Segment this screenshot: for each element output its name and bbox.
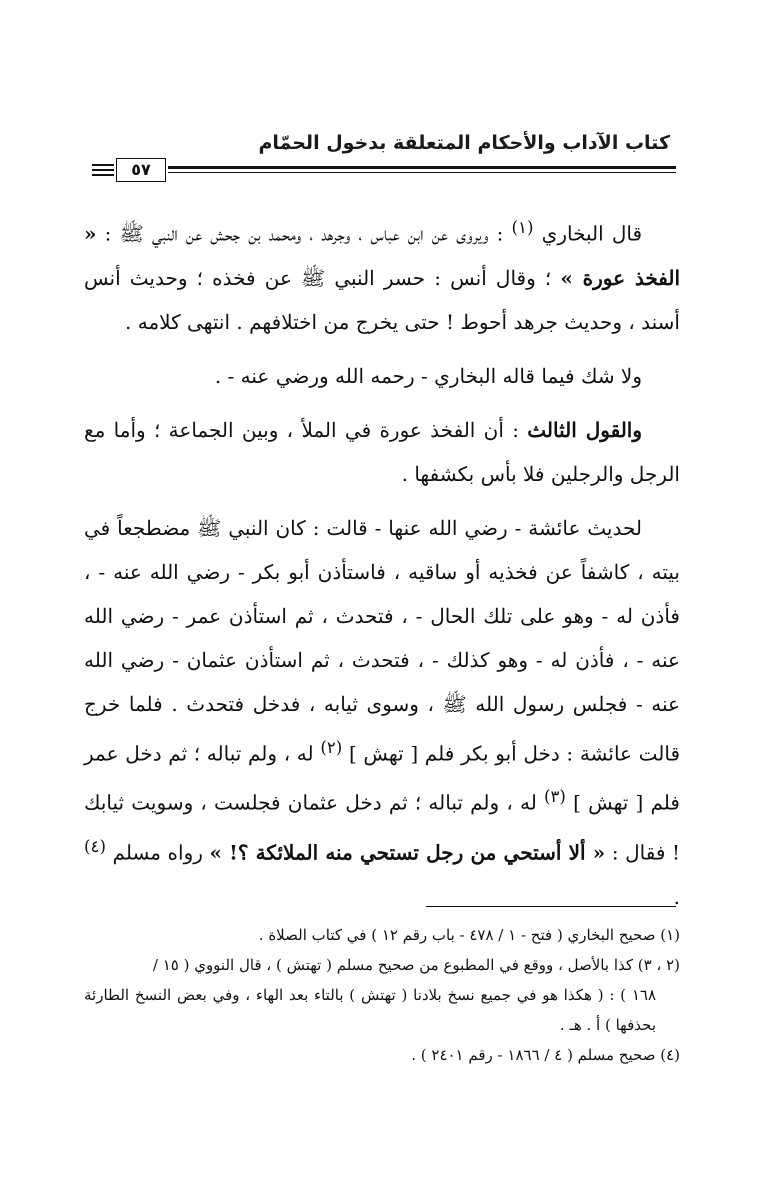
footnote-4: (٤) صحيح مسلم ( ٤ / ١٨٦٦ - رقم ٢٤٠١ ) . [411,1046,680,1064]
footnote-2-3-continued: ١٦٨ ) : ( هكذا هو في جميع نسخ بلادنا ( تهتش ) بالتاء بعد الهاء ، وفي بعض النسخ الطارئة بحذفها ) أ . هـ . [84,986,657,1034]
page-number: ٥٧ [116,158,166,182]
footnote-ref-3: (٣) [543,787,566,807]
footnote-2-3: (٢ ، ٣) كذا بالأصل ، ووقع في المطبوع من صحيح مسلم ( تهتش ) ، قال النووي ( ١٥ / [152,956,680,974]
footnote-1: (١) صحيح البخاري ( فتح - ١ / ٤٧٨ - باب رقم ١٢ ) في كتاب الصلاة . [258,926,680,944]
text-run: ؛ وقال أنس : حسر النبي ﷺ عن فخذه ؛ وحديث أنس أسند ، وحديث جرهد أحوط ! حتى يخرج من اختلافهم . انتهى كلامه . [84,265,680,334]
rule-thin [168,172,676,173]
paragraph-aisha-hadith [84,506,680,919]
text-run: . [673,884,680,909]
opinion-label: والقول الثالث [527,417,643,442]
paragraph-third-opinion [84,408,680,496]
footnote-ref-4: (٤) [84,836,106,856]
decorative-lines [92,164,114,179]
text-run: لحديث عائشة - رضي الله عنها - قالت : كان النبي ﷺ مضطجعاً في بيته ، كاشفاً عن فخذيه أو ساقيه ، فاستأذن أبو بكر - رضي الله عنه - ، فأذن له - وهو على تلك الحال - ، فتحدث ، ثم استأذن عمر - رضي الله عنه - ، فأذن له - وهو كذلك - ، فتحدث ، ثم استأذن عثمان - رضي الله عنه - فجلس رسول الله ﷺ ، وسوى ثيابه ، فدخل فتحدث . فلما خرج قالت عائشة : دخل أبو بكر فلم [ تهش ] [84,515,681,766]
footnote-ref-2: (٢) [320,737,343,757]
hadith-quote: « الفخذ عورة » [84,221,681,290]
text-run: : ويروى عن ابن عباس ، وجرهد ، ومحمد بن جحش عن النبي ﷺ : [104,221,504,246]
text-run: قال البخاري [541,221,643,246]
rule-thick [168,166,676,169]
text-run: رواه مسلم [112,840,203,865]
paragraph-comment: ولا شك فيما قاله البخاري - رحمه الله ورضي عنه - . [214,363,642,388]
text-run: له ، ولم تباله ؛ ثم دخل عمر فلم [ تهش ] [84,741,680,815]
running-header-title: كتاب الآداب والأحكام المتعلقة بدخول الحمّام [258,132,670,154]
footnotes [84,920,680,1070]
header-rule [92,158,676,182]
footnote-ref-1: (١) [511,218,534,237]
hadith-quote: « ألا أستحي من رجل تستحي منه الملائكة ؟! » [209,840,606,865]
paragraph-bukhari [84,206,680,344]
text-run: : أن الفخذ عورة في الملأ ، وبين الجماعة ؛ وأما مع الرجل والرجلين فلا بأس بكشفها . [84,417,680,486]
main-text [84,206,680,919]
text-run: له ، ولم تباله ؛ ثم دخل عثمان فجلست ، وسويت ثيابك ! فقال : [84,790,681,865]
footnote-separator [426,906,676,907]
